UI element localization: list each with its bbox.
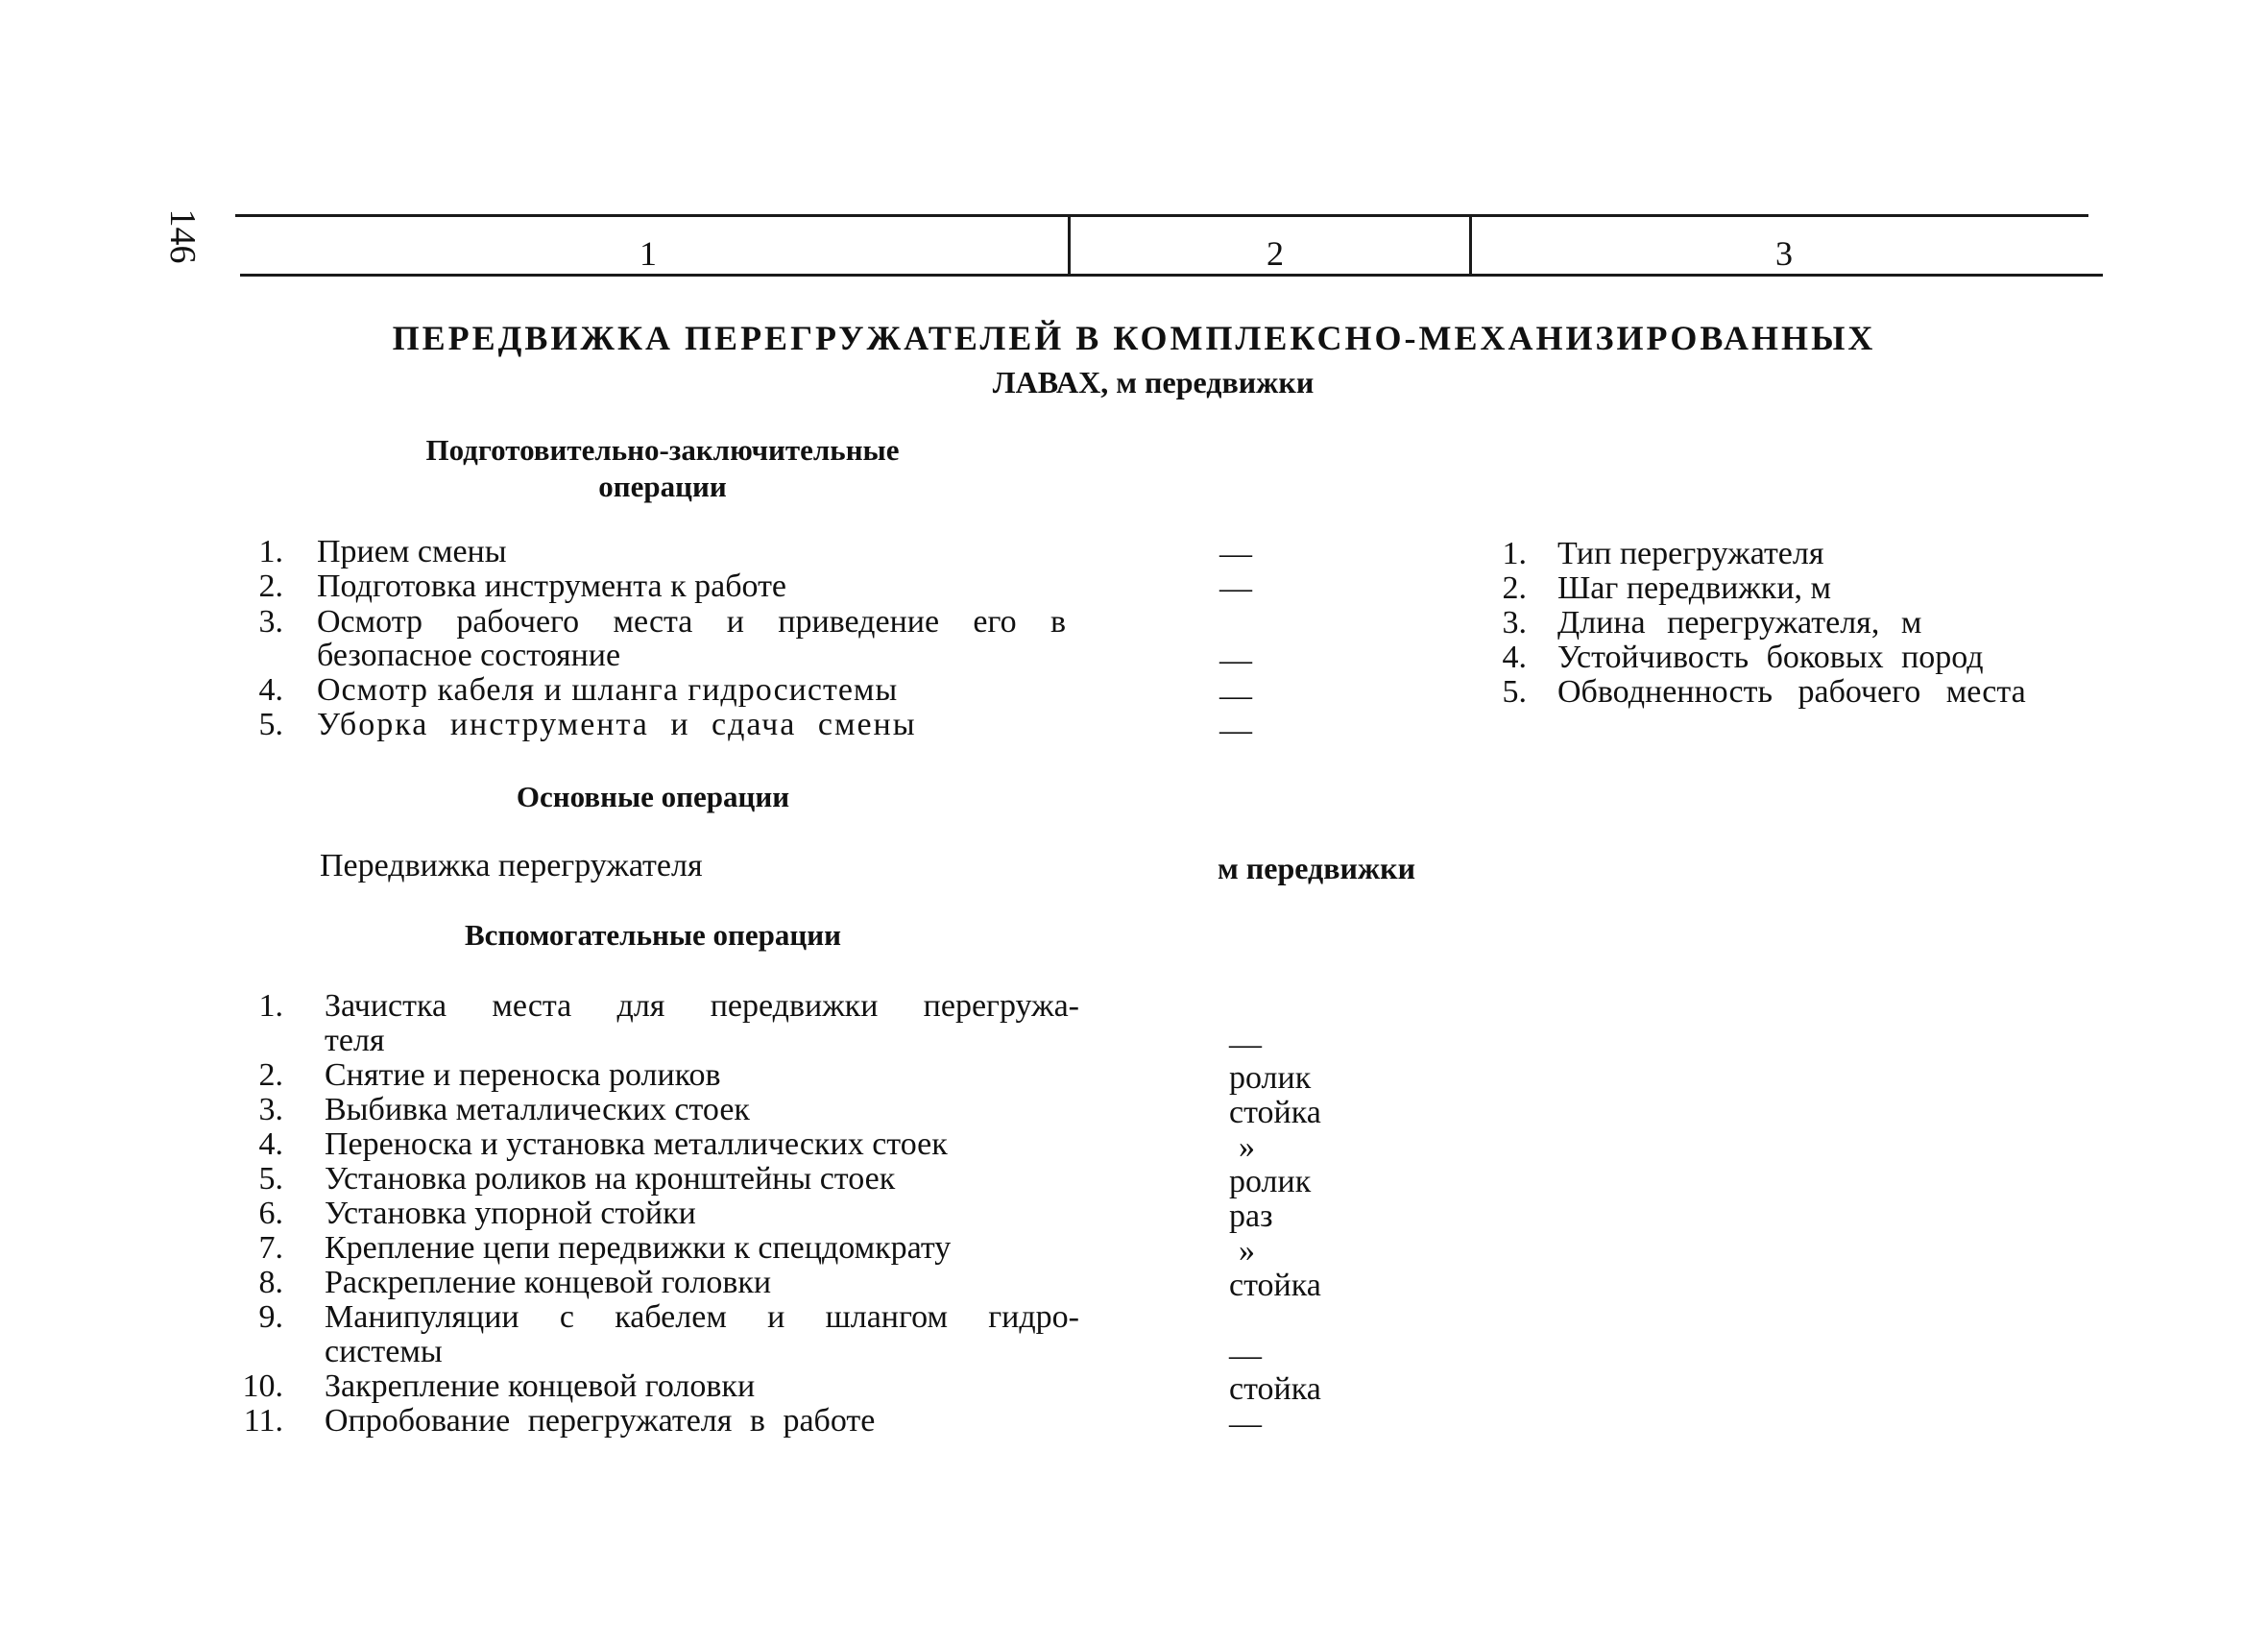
- prep-heading-line1: Подготовительно-заключительные: [425, 433, 900, 467]
- aux-heading: Вспомогательные операции: [465, 918, 841, 952]
- aux-item-unit: —: [1229, 1338, 1262, 1373]
- aux-item-num: 8.: [258, 1265, 283, 1300]
- factor-item-text: Устойчивость боковых пород: [1557, 640, 1984, 675]
- aux-item-text: Манипуляции с кабелем и шлангом гидро-: [325, 1299, 1079, 1335]
- aux-item-text: Переноска и установка металлических стоек: [325, 1126, 948, 1162]
- prep-heading-line2: операции: [598, 470, 727, 503]
- aux-item-unit: раз: [1229, 1198, 1273, 1234]
- aux-item-num: 9.: [258, 1299, 283, 1335]
- aux-item-unit: стойка: [1229, 1371, 1321, 1407]
- column-header-3: 3: [1775, 234, 1793, 273]
- factor-item-num: 1.: [1502, 536, 1527, 571]
- prep-item-text: Подготовка инструмента к работе: [317, 568, 787, 604]
- factor-item-num: 5.: [1502, 674, 1527, 710]
- aux-item-unit: ролик: [1229, 1164, 1312, 1199]
- factor-item-text: Тип перегружателя: [1557, 536, 1824, 571]
- page-title: ПЕРЕДВИЖКА ПЕРЕГРУЖАТЕЛЕЙ В КОМПЛЕКСНО-МЕХАНИЗИРОВАННЫХ: [392, 319, 1876, 357]
- header-top-rule: [235, 214, 2088, 217]
- column-header-2: 2: [1267, 234, 1284, 273]
- aux-item-num: 6.: [258, 1196, 283, 1231]
- aux-item-num: 1.: [258, 988, 283, 1024]
- aux-item-unit: стойка: [1229, 1268, 1321, 1303]
- prep-item-num: 4.: [258, 672, 283, 708]
- factor-item-text: Обводненность рабочего места: [1557, 674, 2026, 710]
- aux-item-unit: —: [1229, 1406, 1262, 1441]
- aux-item-text: Крепление цепи передвижки к спецдомкрату: [325, 1230, 952, 1266]
- aux-item-num: 2.: [258, 1057, 283, 1093]
- aux-item-unit: стойка: [1229, 1095, 1321, 1130]
- header-divider-2: [1469, 217, 1472, 274]
- prep-item-num: 1.: [258, 534, 283, 569]
- aux-item-text: Зачистка места для передвижки перегружа-: [325, 988, 1079, 1024]
- aux-item-text: Раскрепление концевой головки: [325, 1265, 772, 1300]
- aux-item-text: Закрепление концевой головки: [325, 1368, 756, 1404]
- page-number: 146: [162, 208, 203, 264]
- factor-item-num: 3.: [1502, 605, 1527, 641]
- factor-item-text: Шаг передвижки, м: [1557, 570, 1832, 606]
- aux-item-num: 11.: [243, 1403, 283, 1439]
- prep-item-unit: —: [1219, 570, 1252, 606]
- prep-item-num: 5.: [258, 707, 283, 742]
- prep-item-unit: —: [1219, 713, 1252, 748]
- prep-item-unit: —: [1219, 536, 1252, 571]
- prep-item-unit: —: [1219, 678, 1252, 714]
- header-bottom-rule: [240, 274, 2103, 277]
- prep-item-text-cont: безопасное состояние: [317, 638, 621, 673]
- aux-item-text: Снятие и переноска роликов: [325, 1057, 721, 1093]
- prep-item-unit: —: [1219, 642, 1252, 678]
- aux-item-num: 10.: [242, 1368, 283, 1404]
- aux-item-num: 4.: [258, 1126, 283, 1162]
- aux-item-text-cont: теля: [325, 1023, 385, 1058]
- prep-item-text: Осмотр кабеля и шланга гидросистемы: [317, 672, 899, 708]
- aux-item-unit: ролик: [1229, 1060, 1312, 1096]
- header-divider-1: [1068, 217, 1071, 274]
- prep-item-text: Уборка инструмента и сдача смены: [317, 707, 917, 742]
- aux-item-text: Установка роликов на кронштейны стоек: [325, 1161, 896, 1197]
- main-item-unit: м передвижки: [1218, 851, 1415, 885]
- aux-item-unit: —: [1229, 1027, 1262, 1062]
- aux-item-num: 5.: [258, 1161, 283, 1197]
- main-item-text: Передвижка перегружателя: [320, 848, 703, 883]
- prep-item-num: 3.: [258, 604, 283, 640]
- aux-item-num: 7.: [258, 1230, 283, 1266]
- aux-item-text-cont: системы: [325, 1334, 443, 1369]
- column-header-1: 1: [639, 234, 657, 273]
- prep-item-text: Прием смены: [317, 534, 507, 569]
- aux-item-unit: »: [1239, 1129, 1255, 1165]
- aux-item-text: Выбивка металлических стоек: [325, 1092, 750, 1127]
- prep-item-text: Осмотр рабочего места и приведение его в: [317, 604, 1066, 640]
- prep-item-num: 2.: [258, 568, 283, 604]
- aux-item-unit: »: [1239, 1233, 1255, 1269]
- aux-item-text: Опробование перегружателя в работе: [325, 1403, 876, 1439]
- aux-item-text: Установка упорной стойки: [325, 1196, 696, 1231]
- page-subtitle: ЛАВАХ, м передвижки: [992, 365, 1315, 399]
- factor-item-num: 2.: [1502, 570, 1527, 606]
- main-heading: Основные операции: [516, 780, 790, 813]
- factor-item-text: Длина перегружателя, м: [1557, 605, 1922, 641]
- factor-item-num: 4.: [1502, 640, 1527, 675]
- aux-item-num: 3.: [258, 1092, 283, 1127]
